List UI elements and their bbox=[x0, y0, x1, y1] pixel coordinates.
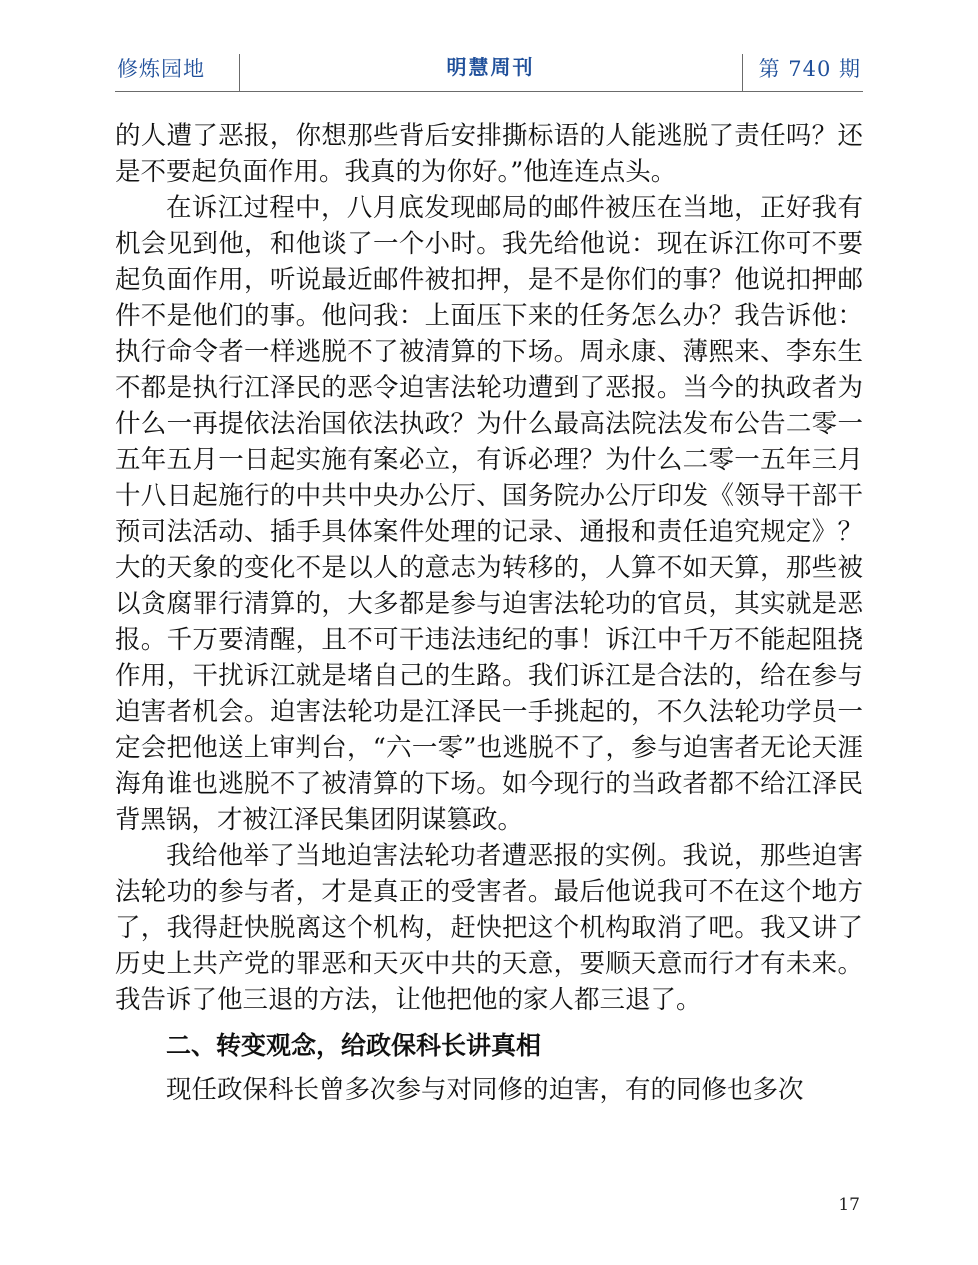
section-title: 修炼园地 bbox=[117, 57, 205, 81]
header-divider-right bbox=[742, 54, 743, 92]
page-number: 17 bbox=[838, 1195, 860, 1215]
page-header bbox=[115, 46, 863, 92]
article-body bbox=[115, 118, 863, 1108]
section-heading: 二、转变观念，给政保科长讲真相 bbox=[166, 1031, 542, 1060]
paragraph: 现任政保科长曾多次参与对同修的迫害，有的同修也多次 bbox=[166, 1075, 804, 1105]
paragraph-continued: 的人遭了恶报，你想那些背后安排撕标语的人能逃脱了责任吗？还是不要起负面作用。我真的为你好。”他连连点头。 bbox=[115, 121, 863, 187]
paragraph: 在诉江过程中，八月底发现邮局的邮件被压在当地，正好我有机会见到他，和他谈了一个小时。我先给他说：现在诉江你可不要起负面作用，听说最近邮件被扣押，是不是你们的事？他说扣押邮件不是他们的事。他问我：上面压下来的任务怎么办？我告诉他：执行命令者一样逃脱不了被清算的下场。周永康、薄熙来、李东生不都是执行江泽民的恶令迫害法轮功遭到了恶报。当今的执政者为什么一再提依法治国依法执政？为什么最高法院法发布公告二零一五年五月一日起实施有案必立，有诉必理？为什么二零一五年三月十八日起施行的中共中央办公厅、国务院办公厅印发《领导干部干预司法活动、插手具体案件处理的记录、通报和责任追究规定》？大的天象的变化不是以人的意志为转移的，人算不如天算，那些被以贪腐罪行清算的，大多都是参与迫害法轮功的官员，其实就是恶报。千万要清醒，且不可干违法违纪的事！诉江中千万不能起阻挠作用，干扰诉江就是堵自己的生路。我们诉江是合法的，给在参与迫害者机会。迫害法轮功是江泽民一手挑起的，不久法轮功学员一定会把他送上审判台，“六一零”也逃脱不了，参与迫害者无论天涯海角谁也逃脱不了被清算的下场。如今现行的当政者都不给江泽民背黑锅，才被江泽民集团阴谋篡政。 bbox=[115, 193, 863, 835]
publication-title: 明慧周刊 bbox=[446, 55, 535, 79]
paragraph: 我给他举了当地迫害法轮功者遭恶报的实例。我说，那些迫害法轮功的参与者，才是真正的受害者。最后他说我可不在这个地方了，我得赶快脱离这个机构，赶快把这个机构取消了吧。我又讲了历史上共产党的罪恶和天灭中共的天意，要顺天意而行才有未来。我告诉了他三退的方法，让他把他的家人都三退了。 bbox=[115, 841, 863, 1015]
issue-number: 第 740 期 bbox=[758, 57, 861, 81]
